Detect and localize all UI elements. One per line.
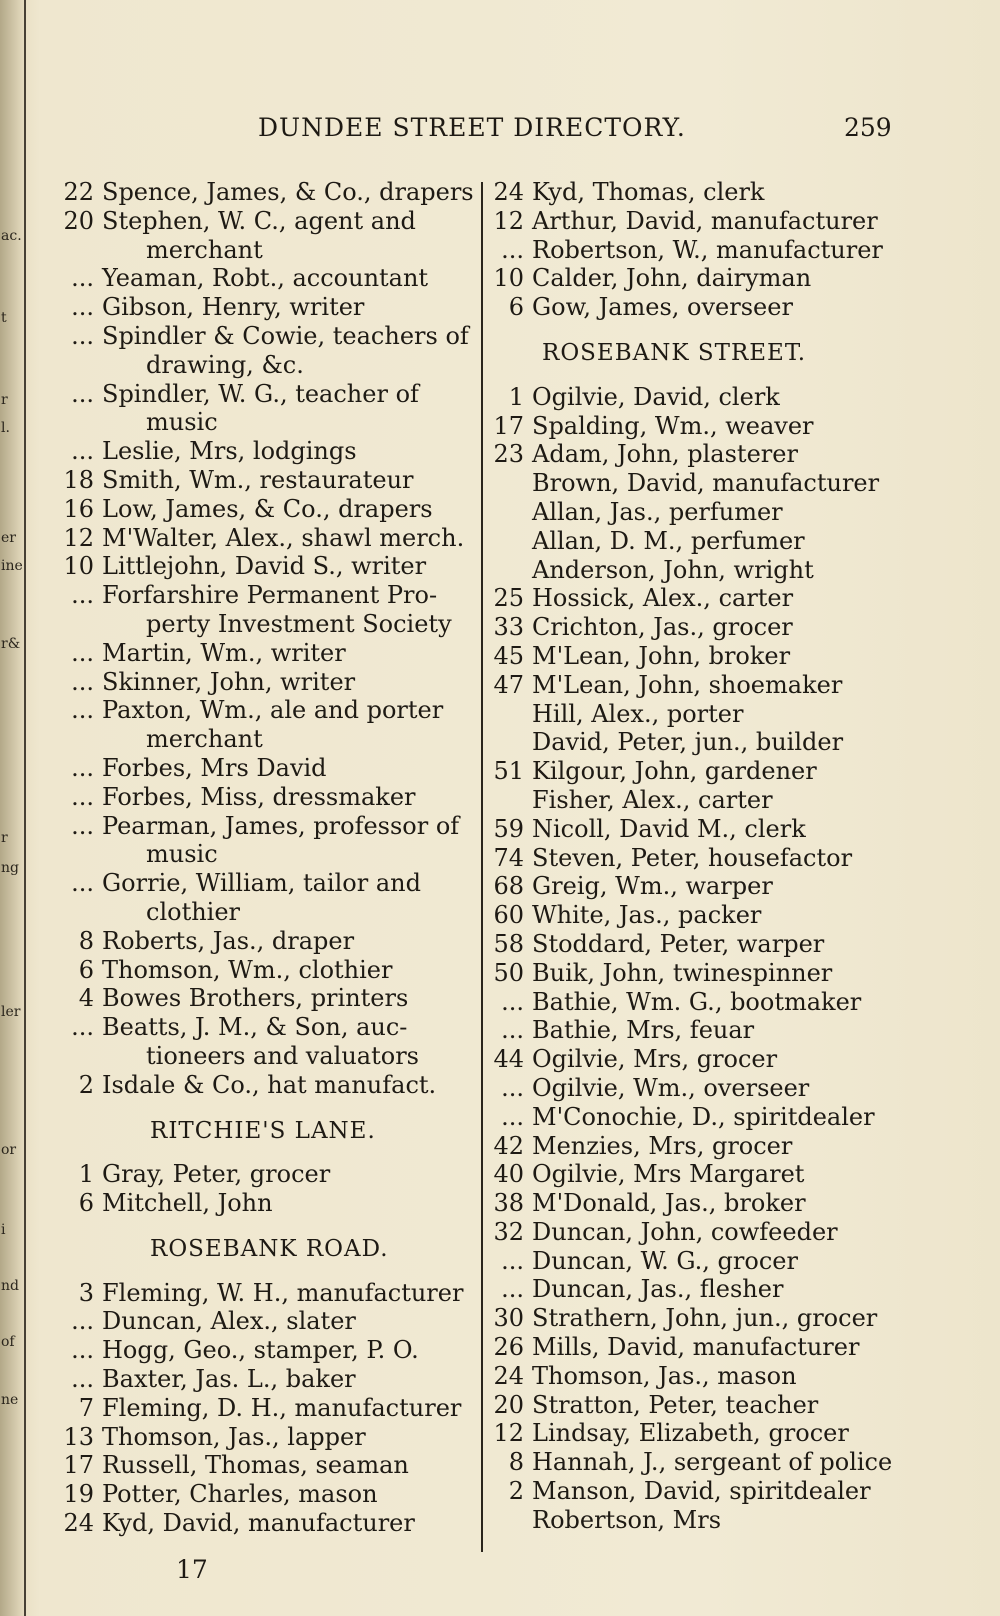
directory-entry: [484, 1160, 904, 1189]
directory-entry: [484, 1189, 904, 1218]
spine-fragment: ine: [1, 558, 23, 574]
resident-text: Arthur, David, manufacturer: [532, 206, 878, 235]
entry-continuation: perty Investment Society: [146, 609, 452, 638]
resident-text: Ogilvie, David, clerk: [532, 382, 780, 411]
resident-text: Mitchell, John: [102, 1189, 273, 1218]
resident-text: Skinner, John, writer: [102, 667, 356, 696]
house-number: ...: [71, 264, 94, 293]
directory-entry: [54, 1336, 482, 1365]
directory-entry: [484, 264, 904, 293]
resident-text: Strathern, John, jun., grocer: [532, 1304, 878, 1333]
resident-text: Yeaman, Robt., accountant: [102, 264, 429, 293]
house-number: 6: [78, 1189, 94, 1218]
resident-text: Menzies, Mrs, grocer: [532, 1131, 793, 1160]
directory-entry: [484, 815, 904, 844]
resident-text: Kyd, David, manufacturer: [102, 1509, 415, 1538]
resident-text: Greig, Wm., warper: [532, 872, 773, 901]
directory-entry: [54, 696, 482, 754]
resident-text: M'Lean, John, shoemaker: [532, 670, 843, 699]
directory-entry: [54, 1365, 482, 1394]
directory-entry: [54, 1160, 482, 1189]
resident-text: Bathie, Wm. G., bootmaker: [532, 987, 862, 1016]
house-number: ...: [71, 753, 94, 782]
directory-entry: [54, 1394, 482, 1423]
resident-text: M'Conochie, D., spiritdealer: [532, 1102, 875, 1131]
resident-text: White, Jas., packer: [532, 901, 762, 930]
directory-entry: [484, 757, 904, 786]
resident-text: Nicoll, David M., clerk: [532, 814, 806, 843]
resident-text: Smith, Wm., restaurateur: [102, 465, 414, 494]
directory-entry: [484, 556, 904, 585]
resident-text: Allan, D. M., perfumer: [532, 526, 805, 555]
house-number: 6: [78, 955, 94, 984]
directory-entry: [484, 1103, 904, 1132]
directory-entry: [484, 901, 904, 930]
resident-text: Bathie, Mrs, feuar: [532, 1016, 755, 1045]
resident-text: Hogg, Geo., stamper, P. O.: [102, 1336, 419, 1365]
resident-text: Fisher, Alex., carter: [532, 785, 773, 814]
house-number: 10: [493, 264, 524, 293]
resident-text: Crichton, Jas., grocer: [532, 613, 793, 642]
house-number: 33: [493, 613, 524, 642]
directory-entry: [484, 613, 904, 642]
house-number: 17: [493, 411, 524, 440]
spine-fragment: t: [1, 310, 7, 326]
spine-fragment: or: [1, 1142, 17, 1158]
directory-entry: [54, 437, 482, 466]
directory-entry: [54, 552, 482, 581]
house-number: 68: [493, 872, 524, 901]
resident-text: Russell, Thomas, seaman: [102, 1451, 409, 1480]
directory-entry: [54, 1071, 482, 1100]
resident-text: Fleming, W. H., manufacturer: [102, 1278, 464, 1307]
entry-continuation: tioneers and valuators: [146, 1041, 419, 1070]
resident-text: Calder, John, dairyman: [532, 264, 812, 293]
resident-text: M'Lean, John, broker: [532, 641, 791, 670]
directory-entry: [484, 1419, 904, 1448]
spine-fragment: r: [1, 830, 8, 846]
house-number: 1: [508, 382, 524, 411]
street-heading: ROSEBANK STREET.: [542, 339, 807, 366]
spine-fragment: er: [1, 530, 16, 546]
directory-entry: [54, 1189, 482, 1218]
house-number: ...: [71, 379, 94, 408]
resident-text: Thomson, Jas., mason: [532, 1361, 797, 1390]
house-number: ...: [71, 293, 94, 322]
house-number: 74: [493, 843, 524, 872]
street-heading: ROSEBANK ROAD.: [150, 1235, 389, 1262]
house-number: ...: [501, 1102, 524, 1131]
resident-text: Bowes Brothers, printers: [102, 984, 409, 1013]
directory-entry: [484, 236, 904, 265]
house-number: 20: [63, 206, 94, 235]
house-number: 32: [493, 1217, 524, 1246]
house-number: 50: [493, 958, 524, 987]
house-number: ...: [71, 321, 94, 350]
directory-entry: [54, 524, 482, 553]
house-number: 59: [493, 814, 524, 843]
resident-text: Stephen, W. C., agent and: [102, 206, 416, 235]
directory-entry: [484, 1275, 904, 1304]
spine-fragment: nd: [1, 1278, 19, 1294]
house-number: ...: [71, 1336, 94, 1365]
house-number: 13: [63, 1422, 94, 1451]
resident-text: Littlejohn, David S., writer: [102, 552, 427, 581]
directory-entry: [54, 639, 482, 668]
left-column: [54, 178, 482, 1538]
directory-entry: [54, 1423, 482, 1452]
directory-entry: [54, 380, 482, 438]
house-number: 12: [493, 1419, 524, 1448]
resident-text: Thomson, Jas., lapper: [102, 1422, 366, 1451]
resident-text: Stoddard, Peter, warper: [532, 929, 825, 958]
directory-entry: [484, 1333, 904, 1362]
right-column: [484, 178, 904, 1535]
house-number: 19: [63, 1480, 94, 1509]
directory-entry: [484, 469, 904, 498]
resident-text: M'Walter, Alex., shawl merch.: [102, 523, 465, 552]
house-number: 51: [493, 757, 524, 786]
house-number: ...: [501, 1246, 524, 1275]
house-number: ...: [71, 811, 94, 840]
resident-text: Forbes, Miss, dressmaker: [102, 782, 416, 811]
house-number: 38: [493, 1189, 524, 1218]
house-number: 24: [63, 1509, 94, 1538]
directory-entry: [54, 984, 482, 1013]
spine-fragment: ac.: [1, 228, 22, 244]
house-number: 47: [493, 670, 524, 699]
resident-text: Hossick, Alex., carter: [532, 584, 794, 613]
house-number: ...: [501, 1275, 524, 1304]
house-number: 42: [493, 1131, 524, 1160]
directory-entry: [54, 1307, 482, 1336]
house-number: 10: [63, 552, 94, 581]
resident-text: Anderson, John, wright: [532, 555, 814, 584]
resident-text: Pearman, James, professor of: [102, 811, 460, 840]
directory-entry: [484, 1016, 904, 1045]
directory-entry: [484, 844, 904, 873]
resident-text: Allan, Jas., perfumer: [532, 497, 783, 526]
directory-entry: [484, 1045, 904, 1074]
directory-entry: [54, 178, 482, 207]
directory-entry: [484, 584, 904, 613]
house-number: ...: [71, 667, 94, 696]
entry-continuation: merchant: [146, 235, 263, 264]
directory-entry: [54, 322, 482, 380]
directory-entry: [484, 1506, 904, 1535]
directory-entry: [54, 1451, 482, 1480]
house-number: 23: [493, 440, 524, 469]
entry-continuation: drawing, &c.: [146, 350, 304, 379]
house-number: 44: [493, 1045, 524, 1074]
spine-fragment: l.: [1, 420, 10, 436]
spine-fragment: of: [1, 1334, 15, 1350]
house-number: 22: [63, 178, 94, 206]
spine-fragment: r&: [1, 636, 21, 652]
resident-text: Spindler, W. G., teacher of: [102, 379, 419, 408]
resident-text: Buik, John, twinespinner: [532, 958, 833, 987]
house-number: ...: [71, 869, 94, 898]
gutter-line: [24, 0, 26, 1616]
adjacent-page-fragments: [0, 0, 24, 1616]
column-divider: [481, 182, 483, 1552]
directory-entry: [484, 1304, 904, 1333]
house-number: 1: [78, 1160, 94, 1189]
resident-text: Ogilvie, Mrs, grocer: [532, 1045, 778, 1074]
house-number: ...: [71, 437, 94, 466]
directory-entry: [484, 1391, 904, 1420]
resident-text: Paxton, Wm., ale and porter: [102, 696, 444, 725]
directory-entry: [54, 264, 482, 293]
directory-entry: [54, 581, 482, 639]
directory-entry: [54, 869, 482, 927]
resident-text: Steven, Peter, housefactor: [532, 843, 853, 872]
resident-text: M'Donald, Jas., broker: [532, 1189, 806, 1218]
directory-entry: [54, 1509, 482, 1538]
running-header-title: DUNDEE STREET DIRECTORY.: [258, 113, 686, 142]
directory-entry: [484, 872, 904, 901]
house-number: 12: [63, 523, 94, 552]
house-number: 45: [493, 641, 524, 670]
house-number: ...: [71, 581, 94, 610]
resident-text: Ogilvie, Mrs Margaret: [532, 1160, 805, 1189]
house-number: ...: [501, 987, 524, 1016]
resident-text: Forfarshire Permanent Pro-: [102, 581, 438, 610]
directory-entry: [484, 207, 904, 236]
resident-text: Duncan, W. G., grocer: [532, 1246, 798, 1275]
directory-entry: [484, 959, 904, 988]
resident-text: Gray, Peter, grocer: [102, 1160, 331, 1189]
house-number: ...: [71, 638, 94, 667]
resident-text: Hannah, J., sergeant of police: [532, 1448, 893, 1477]
house-number: ...: [71, 696, 94, 725]
directory-entry: [484, 498, 904, 527]
directory-entry: [54, 668, 482, 697]
house-number: 58: [493, 929, 524, 958]
house-number: 40: [493, 1160, 524, 1189]
house-number: ...: [71, 782, 94, 811]
resident-text: Fleming, D. H., manufacturer: [102, 1393, 462, 1422]
resident-text: Robertson, Mrs: [532, 1505, 722, 1534]
house-number: 6: [508, 293, 524, 322]
house-number: 25: [493, 584, 524, 613]
page-number: 259: [844, 113, 892, 142]
directory-entry: [484, 988, 904, 1017]
directory-entry: [484, 440, 904, 469]
spine-fragment: ng: [1, 860, 19, 876]
house-number: ...: [71, 1365, 94, 1394]
directory-entry: [54, 927, 482, 956]
spine-fragment: ne: [1, 1392, 19, 1408]
directory-entry: [484, 383, 904, 412]
resident-text: David, Peter, jun., builder: [532, 728, 844, 757]
directory-entry: [54, 466, 482, 495]
directory-entry: [484, 1074, 904, 1103]
house-number: 7: [78, 1393, 94, 1422]
directory-entry: [54, 783, 482, 812]
house-number: 8: [78, 926, 94, 955]
resident-text: Lindsay, Elizabeth, grocer: [532, 1419, 849, 1448]
directory-entry: [54, 1013, 482, 1071]
street-heading: RITCHIE'S LANE.: [150, 1117, 376, 1144]
resident-text: Spence, James, & Co., drapers: [102, 178, 474, 206]
house-number: ...: [71, 1307, 94, 1336]
house-number: 60: [493, 901, 524, 930]
entry-continuation: clothier: [146, 897, 241, 926]
entry-continuation: music: [146, 408, 218, 437]
resident-text: Spalding, Wm., weaver: [532, 411, 814, 440]
directory-entry: [54, 956, 482, 985]
directory-entry: [484, 178, 904, 207]
entry-continuation: merchant: [146, 725, 263, 754]
directory-entry: [484, 412, 904, 441]
resident-text: Gow, James, overseer: [532, 293, 793, 322]
resident-text: Mills, David, manufacturer: [532, 1333, 860, 1362]
resident-text: Forbes, Mrs David: [102, 753, 327, 782]
spine-fragment: r: [1, 392, 8, 408]
house-number: ...: [501, 1073, 524, 1102]
house-number: ...: [501, 1016, 524, 1045]
resident-text: Duncan, John, cowfeeder: [532, 1217, 838, 1246]
house-number: 3: [78, 1278, 94, 1307]
house-number: 24: [493, 178, 524, 206]
resident-text: Manson, David, spiritdealer: [532, 1477, 871, 1506]
directory-entry: [54, 812, 482, 870]
resident-text: Spindler & Cowie, teachers of: [102, 321, 469, 350]
directory-entry: [54, 1279, 482, 1308]
resident-text: Martin, Wm., writer: [102, 638, 346, 667]
house-number: 24: [493, 1361, 524, 1390]
resident-text: Hill, Alex., porter: [532, 699, 744, 728]
directory-entry: [484, 930, 904, 959]
entry-continuation: music: [146, 840, 218, 869]
spine-fragment: ler: [1, 1004, 21, 1020]
resident-text: Gorrie, William, tailor and: [102, 869, 421, 898]
directory-entry: [484, 1448, 904, 1477]
resident-text: Isdale & Co., hat manufact.: [102, 1070, 437, 1099]
resident-text: Thomson, Wm., clothier: [102, 955, 393, 984]
spine-fragment: i: [1, 1222, 6, 1238]
house-number: 8: [508, 1448, 524, 1477]
directory-entry: [484, 786, 904, 815]
house-number: 18: [63, 465, 94, 494]
directory-entry: [484, 700, 904, 729]
resident-text: Beatts, J. M., & Son, auc-: [102, 1013, 408, 1042]
house-number: 30: [493, 1304, 524, 1333]
resident-text: Ogilvie, Wm., overseer: [532, 1073, 810, 1102]
resident-text: Duncan, Alex., slater: [102, 1307, 356, 1336]
house-number: 26: [493, 1333, 524, 1362]
resident-text: Baxter, Jas. L., baker: [102, 1365, 356, 1394]
house-number: 12: [493, 206, 524, 235]
signature-mark: 17: [176, 1555, 208, 1584]
resident-text: Roberts, Jas., draper: [102, 926, 355, 955]
directory-entry: [484, 1477, 904, 1506]
resident-text: Kyd, Thomas, clerk: [532, 178, 765, 206]
house-number: 16: [63, 494, 94, 523]
house-number: ...: [71, 1013, 94, 1042]
resident-text: Duncan, Jas., flesher: [532, 1275, 784, 1304]
resident-text: Potter, Charles, mason: [102, 1480, 378, 1509]
resident-text: Leslie, Mrs, lodgings: [102, 437, 357, 466]
directory-entry: [484, 1362, 904, 1391]
house-number: 2: [508, 1477, 524, 1506]
resident-text: Kilgour, John, gardener: [532, 757, 817, 786]
directory-entry: [484, 1132, 904, 1161]
directory-entry: [54, 207, 482, 265]
directory-entry: [484, 1247, 904, 1276]
house-number: 4: [78, 984, 94, 1013]
directory-entry: [54, 754, 482, 783]
resident-text: Brown, David, manufacturer: [532, 469, 880, 498]
house-number: ...: [501, 235, 524, 264]
house-number: 2: [78, 1070, 94, 1099]
directory-entry: [484, 527, 904, 556]
resident-text: Gibson, Henry, writer: [102, 293, 365, 322]
house-number: 17: [63, 1451, 94, 1480]
resident-text: Low, James, & Co., drapers: [102, 494, 433, 523]
resident-text: Stratton, Peter, teacher: [532, 1390, 819, 1419]
directory-entry: [484, 1218, 904, 1247]
directory-entry: [484, 293, 904, 322]
resident-text: Robertson, W., manufacturer: [532, 235, 883, 264]
house-number: 20: [493, 1390, 524, 1419]
directory-entry: [484, 642, 904, 671]
resident-text: Adam, John, plasterer: [532, 440, 798, 469]
directory-entry: [54, 1480, 482, 1509]
directory-entry: [54, 495, 482, 524]
directory-entry: [484, 671, 904, 700]
directory-entry: [54, 293, 482, 322]
directory-entry: [484, 728, 904, 757]
